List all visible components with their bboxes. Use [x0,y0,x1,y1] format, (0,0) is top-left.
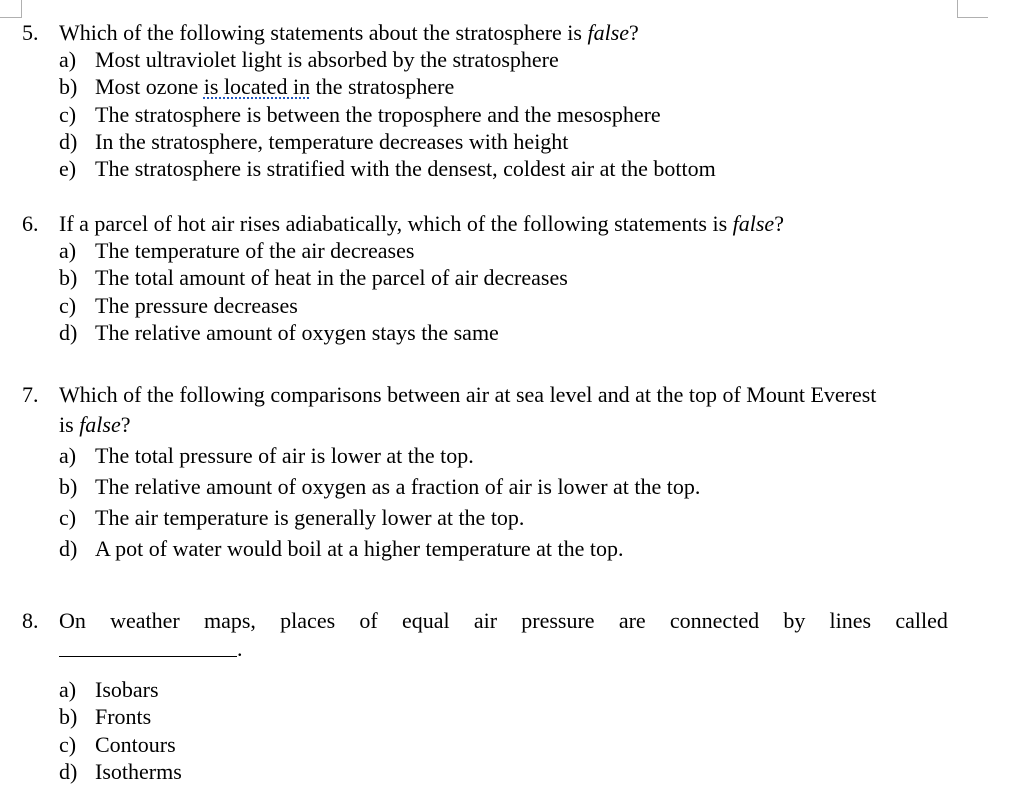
option-letter: b) [59,474,78,499]
option-letter: c) [59,505,77,530]
option-a [22,237,948,264]
option-letter: a) [59,443,77,468]
question-7 [22,380,948,564]
stem-text: is [59,412,80,437]
option-letter: b) [59,704,78,730]
stem-text: Which of the following statements about the stratosphere is [59,20,588,45]
question-number: 5. [22,20,39,45]
option-letter: d) [59,319,78,345]
stem-word: weather [110,608,180,633]
stem-punctuation: . [237,636,243,661]
stem-text [59,607,948,634]
option-letter: d) [59,536,78,561]
option-text: The relative amount of oxygen as a fraction of air is lower at the top. [95,474,701,499]
option-a [22,440,948,471]
option-letter: a) [59,47,77,72]
option-text: The total pressure of air is lower at the top. [95,443,474,468]
option-letter: b) [59,265,78,291]
option-a [22,676,948,703]
option-letter: d) [59,758,78,784]
option-text: In the stratosphere, temperature decreases with height [95,128,569,154]
option-d [22,319,948,346]
option-b [22,471,948,502]
option-e [22,155,948,182]
option-text [95,73,454,100]
stem-punctuation: ? [120,412,131,437]
question-5 [22,19,948,182]
page-corner-mark-left [0,0,22,18]
stem-word: equal [401,608,450,633]
stem-word: called [895,608,948,633]
question-stem [22,607,948,634]
option-b [22,73,948,100]
option-text: Fronts [95,704,152,730]
option-c [22,731,948,758]
indent-spacer [22,410,59,440]
stem-emphasis: false [79,412,121,437]
page-corner-mark-right [957,0,988,18]
option-text-part: Most ozone [95,74,204,100]
option-letter: d) [59,128,78,154]
fill-in-blank [22,634,948,664]
stem-word: places [280,608,336,633]
option-text-part: the stratosphere [310,74,455,100]
question-stem [22,19,948,46]
option-text: The air temperature is generally lower at the top. [95,505,525,530]
option-b [22,264,948,291]
option-text: A pot of water would boil at a higher temperature at the top. [95,536,624,561]
option-letter: b) [59,74,78,100]
option-c [22,101,948,128]
option-d [22,533,948,564]
option-text: Contours [95,731,176,757]
option-text: Isotherms [95,758,182,784]
option-letter: c) [59,731,77,757]
option-letter: c) [59,292,77,318]
option-letter: a) [59,677,77,702]
stem-punctuation: ? [629,20,639,45]
stem-emphasis: false [587,20,630,45]
stem-punctuation: ? [774,211,784,236]
option-text: The pressure decreases [95,292,298,318]
option-d [22,758,948,785]
stem-emphasis: false [732,211,775,236]
stem-word: are [618,608,646,633]
option-d [22,128,948,155]
option-letter: e) [59,156,77,182]
stem-word: On [59,608,86,633]
option-text: The stratosphere is stratified with the densest, coldest air at the bottom [95,156,716,182]
stem-word: pressure [521,608,595,633]
stem-text: Which of the following comparisons between air at sea level and at the top of Mount Everest [59,382,877,407]
stem-text: If a parcel of hot air rises adiabatically, which of the following statements is [59,211,733,236]
option-letter: c) [59,101,77,127]
option-text: The stratosphere is between the troposphere and the mesosphere [95,101,661,127]
question-stem [22,210,948,237]
stem-word: of [359,608,378,633]
stem-word: air [473,608,498,633]
question-number: 6. [22,211,39,236]
option-text: Most ultraviolet light is absorbed by the stratosphere [95,47,559,72]
answer-blank[interactable] [59,634,237,657]
stem-word: connected [669,608,760,633]
option-text: The total amount of heat in the parcel of air decreases [95,265,568,291]
option-c [22,502,948,533]
question-stem-continued [22,410,948,440]
question-number: 7. [22,382,39,407]
question-8 [22,607,948,785]
question-number: 8. [22,608,39,633]
stem-word: by [783,608,806,633]
option-b [22,703,948,730]
option-a [22,46,948,73]
stem-word: maps, [203,608,256,633]
option-c [22,292,948,319]
question-stem [22,380,948,410]
option-text: Isobars [95,677,159,702]
stem-word: lines [829,608,872,633]
question-6 [22,210,948,346]
option-text: The relative amount of oxygen stays the same [95,319,499,345]
option-letter: a) [59,238,77,263]
option-text: The temperature of the air decreases [95,238,415,263]
grammar-flagged-phrase[interactable]: is located in [203,74,311,100]
